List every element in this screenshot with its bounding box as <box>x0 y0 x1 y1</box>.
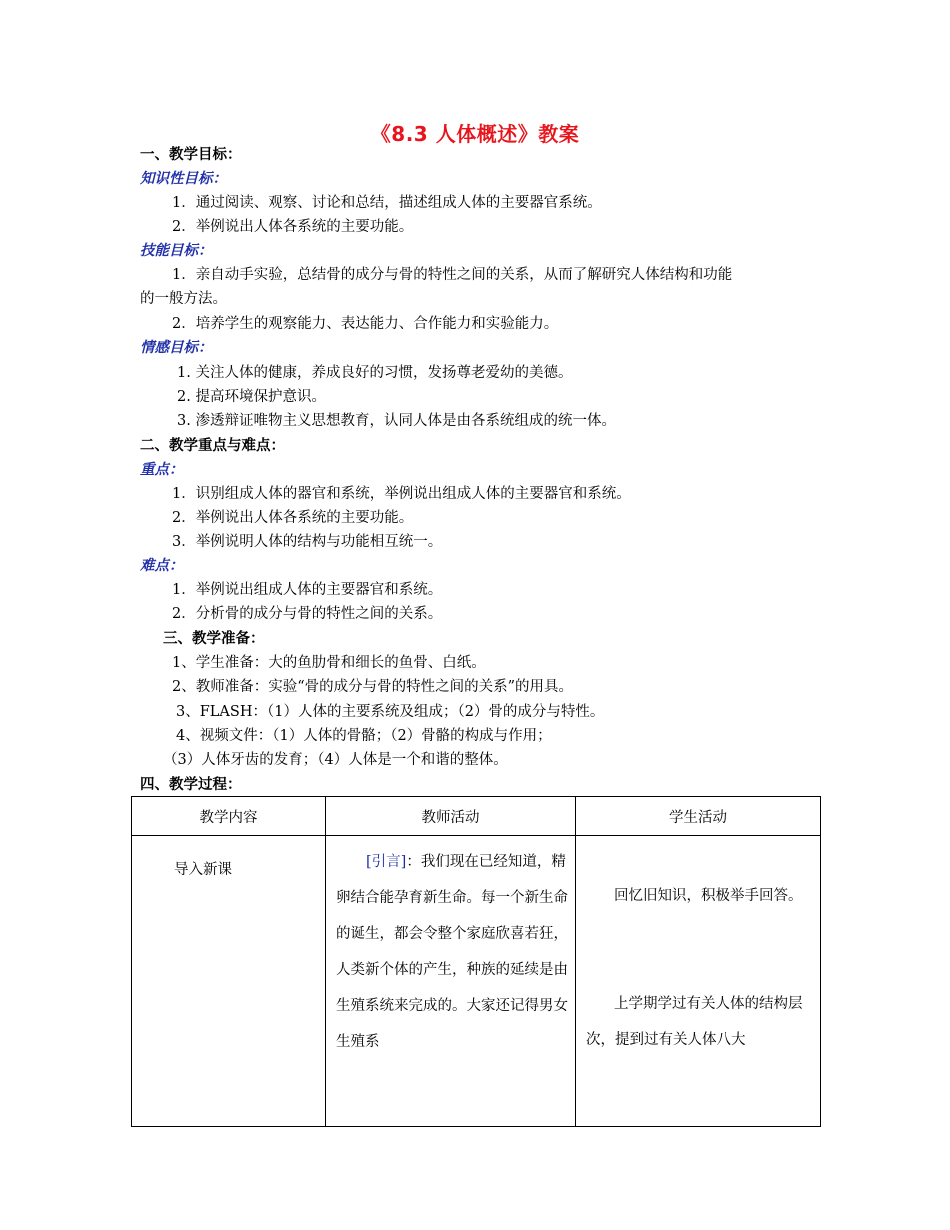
preparation-item-cont: （3）人体牙齿的发育；（4）人体是一个和谐的整体。 <box>163 752 508 768</box>
teaching-process-table <box>131 796 821 1127</box>
content-text: 导入新课 <box>174 862 232 878</box>
table-row <box>132 836 821 1127</box>
key-point-item: 2．举例说出人体各系统的主要功能。 <box>172 510 414 526</box>
student-activity-text: 回忆旧知识，积极举手回答。 <box>614 888 803 904</box>
knowledge-goal-item: 2．举例说出人体各系统的主要功能。 <box>172 219 414 235</box>
skill-goal-item: 1．亲自动手实验，总结骨的成分与骨的特性之间的关系，从而了解研究人体结构和功能 <box>172 267 733 283</box>
content-cell <box>132 836 326 1127</box>
document-title: 《8.3 人体概述》教案 <box>370 122 580 146</box>
header-student: 学生活动 <box>576 797 821 836</box>
emotion-goal-item: 3. 渗透辩证唯物主义思想教育，认同人体是由各系统组成的统一体。 <box>177 413 616 429</box>
preparation-item: 1、学生准备：大的鱼肋骨和细长的鱼骨、白纸。 <box>172 655 486 671</box>
knowledge-goal-heading: 知识性目标： <box>140 171 227 187</box>
key-point-item: 3．举例说明人体的结构与功能相互统一。 <box>172 534 443 550</box>
preparation-item: 3、FLASH：（1）人体的主要系统及组成；（2）骨的成分与特性。 <box>176 704 605 720</box>
table-header-row <box>132 797 821 836</box>
difficult-points-heading: 难点： <box>140 558 184 574</box>
key-points-heading: 重点： <box>140 462 184 478</box>
section-4-heading: 四、教学过程： <box>140 777 242 793</box>
intro-tag: [引言] <box>366 854 407 870</box>
section-2-heading: 二、教学重点与难点： <box>140 438 285 454</box>
section-1-heading: 一、教学目标： <box>140 147 242 163</box>
header-content: 教学内容 <box>132 797 326 836</box>
header-teacher: 教师活动 <box>326 797 576 836</box>
teacher-activity-cell <box>326 836 576 1127</box>
difficult-point-item: 1．举例说出组成人体的主要器官和系统。 <box>172 582 443 598</box>
student-activity-text: 上学期学过有关人体的结构层次，提到过有关人体八大 <box>586 996 803 1048</box>
key-point-item: 1．识别组成人体的器官和系统，举例说出组成人体的主要器官和系统。 <box>172 486 631 502</box>
skill-goal-heading: 技能目标： <box>140 243 213 259</box>
knowledge-goal-item: 1．通过阅读、观察、讨论和总结，描述组成人体的主要器官系统。 <box>172 195 602 211</box>
section-3-heading: 三、教学准备： <box>163 631 265 647</box>
emotion-goal-item: 2. 提高环境保护意识。 <box>177 389 326 405</box>
skill-goal-item: 2．培养学生的观察能力、表达能力、合作能力和实验能力。 <box>172 316 559 332</box>
emotion-goal-item: 1. 关注人体的健康，养成良好的习惯，发扬尊老爱幼的美德。 <box>177 365 573 381</box>
skill-goal-item-cont: 的一般方法。 <box>140 291 227 307</box>
difficult-point-item: 2．分析骨的成分与骨的特性之间的关系。 <box>172 606 443 622</box>
student-activity-cell <box>576 836 821 1127</box>
preparation-item: 4、视频文件：（1）人体的骨骼；（2）骨骼的构成与作用； <box>176 728 552 744</box>
emotion-goal-heading: 情感目标： <box>140 340 213 356</box>
teacher-activity-text: ：我们现在已经知道，精卵结合能孕育新生命。每一个新生命的诞生，都会令整个家庭欣喜若狂，人类新个体的产生，种族的延续是由生殖系统来完成的。大家还记得男女生殖系 <box>336 854 568 1050</box>
preparation-item: 2、教师准备：实验“骨的成分与骨的特性之间的关系”的用具。 <box>172 679 574 695</box>
